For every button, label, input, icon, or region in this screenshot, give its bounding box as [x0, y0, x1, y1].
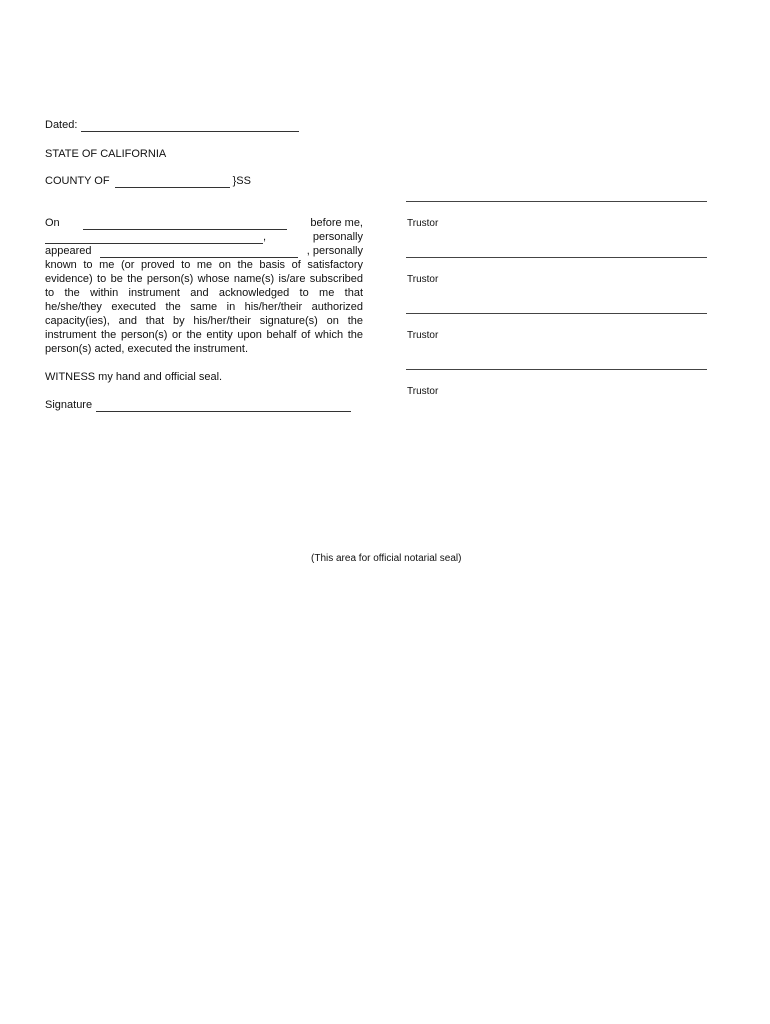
- witness-text: WITNESS my hand and official seal.: [45, 371, 223, 383]
- state-heading: STATE OF CALIFORNIA: [45, 148, 167, 160]
- county-blank[interactable]: [115, 177, 230, 188]
- ack-line-2: [45, 230, 363, 244]
- dated-row: [45, 118, 299, 132]
- ack-comma: ,: [263, 231, 267, 243]
- trustor-1-label: Trustor: [407, 218, 439, 229]
- trustor-4-signature-line[interactable]: [406, 369, 707, 370]
- signature-row: [45, 398, 351, 412]
- county-ss: }SS: [232, 175, 251, 187]
- trustor-1-signature-line[interactable]: [406, 201, 707, 202]
- ack-comma-personally: , personally: [306, 245, 363, 257]
- ack-line-1: [45, 216, 363, 230]
- ack-personally: personally: [312, 231, 363, 243]
- trustor-4-label: Trustor: [407, 386, 439, 397]
- county-label: COUNTY OF: [45, 175, 110, 187]
- ack-signer-name-blank[interactable]: [100, 247, 298, 258]
- ack-before-me: before me,: [310, 217, 363, 229]
- ack-line-3: [45, 244, 363, 258]
- trustor-3-signature-line[interactable]: [406, 313, 707, 314]
- trustor-2-signature-line[interactable]: [406, 257, 707, 258]
- dated-label: Dated:: [45, 119, 78, 131]
- ack-appeared: appeared: [45, 245, 92, 257]
- trustor-3-label: Trustor: [407, 330, 439, 341]
- ack-notary-name-blank[interactable]: [45, 233, 263, 244]
- signature-label: Signature: [45, 399, 93, 411]
- acknowledgment-block: [45, 216, 363, 356]
- dated-blank[interactable]: [81, 121, 299, 132]
- county-row: [45, 174, 251, 188]
- signature-blank[interactable]: [96, 401, 351, 412]
- notarial-seal-note: (This area for official notarial seal): [311, 553, 462, 564]
- ack-on-label: On: [45, 217, 60, 229]
- ack-body-text: known to me (or proved to me on the basis of satisfactory evidence) to be the person(s) whose name(s) is/are subscribed to the within instrument and acknowledged to me that he/she/they executed the same in his/her/their authorized capacity(ies), and that by his/her/their signature(s) on the instrument the person(s) or the entity upon behalf of which the person(s) acted, executed the instrument.: [45, 259, 363, 355]
- ack-date-blank[interactable]: [83, 219, 287, 230]
- trustor-2-label: Trustor: [407, 274, 439, 285]
